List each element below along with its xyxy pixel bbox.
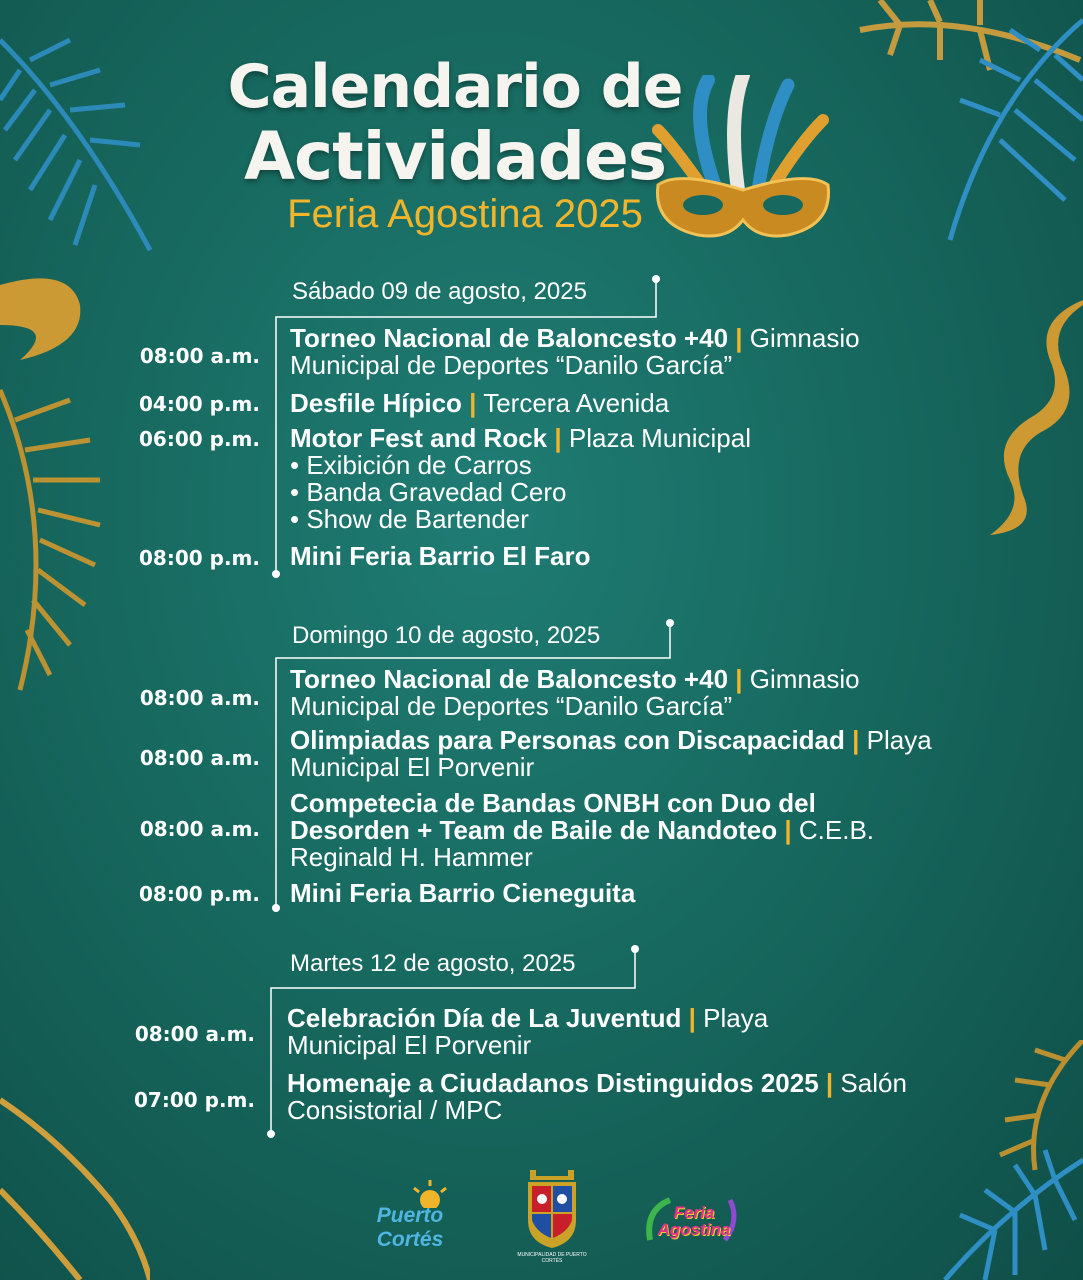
day-header-domingo: Domingo 10 de agosto, 2025 (292, 622, 601, 649)
event-time: 08:00 a.m. (134, 1022, 255, 1046)
event-separator: | (735, 323, 743, 353)
event-time: 07:00 p.m. (134, 1088, 255, 1112)
event-separator: | (825, 1068, 834, 1098)
event-place: Tercera Avenida (476, 388, 670, 418)
event-place: Salón Consistorial / MPC (287, 1068, 907, 1125)
event-bullet: • Banda Gravedad Cero (290, 477, 567, 507)
event-place: Plaza Municipal (561, 423, 751, 453)
puerto-cortes-logo-text: Puerto Cortés (376, 1204, 444, 1251)
event-item (290, 666, 950, 720)
event-item (287, 1005, 847, 1059)
event-time: 08:00 a.m. (139, 686, 260, 710)
event-place: Playa Municipal El Porvenir (287, 1003, 769, 1060)
event-item (290, 790, 930, 871)
palm-leaf-bottom-right-icon (925, 1040, 1083, 1280)
event-separator: | (469, 388, 477, 418)
event-place: Gimnasio Municipal de Deportes “Danilo García” (290, 664, 860, 721)
event-separator: | (735, 664, 743, 694)
event-time: 08:00 a.m. (139, 746, 260, 770)
event-item (287, 1070, 907, 1124)
page-title-line1: Calendario de (227, 52, 683, 122)
event-place: Playa Municipal El Porvenir (290, 725, 932, 782)
event-title: Torneo Nacional de Baloncesto +40 (290, 664, 729, 694)
event-title: Mini Feria Barrio Cieneguita (290, 878, 636, 908)
event-separator: | (688, 1003, 696, 1033)
page-subtitle: Feria Agostina 2025 (287, 192, 643, 236)
event-title: Celebración Día de La Juventud (287, 1003, 682, 1033)
ribbon-right-icon (985, 300, 1083, 540)
municipalidad-label: MUNICIPALIDAD DE PUERTO CORTÉS (517, 1252, 587, 1264)
event-item (290, 727, 950, 781)
event-title: Mini Feria Barrio El Faro (290, 541, 591, 571)
page-title-line2: Actividades (243, 118, 667, 195)
event-separator: | (554, 423, 562, 453)
event-time: 08:00 p.m. (139, 546, 260, 570)
event-place: Gimnasio Municipal de Deportes “Danilo García” (290, 323, 860, 380)
event-time: 04:00 p.m. (139, 392, 260, 416)
event-separator: | (784, 815, 792, 845)
municipalidad-crest (517, 1168, 587, 1268)
event-time: 06:00 p.m. (139, 427, 260, 451)
event-time: 08:00 a.m. (139, 817, 260, 841)
event-item (290, 425, 950, 533)
event-item (290, 325, 950, 379)
day-header-martes: Martes 12 de agosto, 2025 (290, 950, 576, 977)
event-place: C.E.B. Reginald H. Hammer (290, 815, 875, 872)
day-header-sabado: Sábado 09 de agosto, 2025 (292, 278, 587, 305)
puerto-cortes-logo (345, 1178, 475, 1250)
event-bullet: • Show de Bartender (290, 504, 529, 534)
event-item (290, 880, 950, 907)
event-title: Torneo Nacional de Baloncesto +40 (290, 323, 729, 353)
event-title: Olimpiadas para Personas con Discapacidad (290, 725, 845, 755)
feria-agostina-logo-text: Feria Agostina (657, 1203, 731, 1239)
feria-agostina-logo (640, 1190, 745, 1248)
event-title: Desfile Hípico (290, 388, 462, 418)
ribbon-left-icon (0, 265, 90, 375)
event-item (290, 543, 950, 570)
event-title: Homenaje a Ciudadanos Distinguidos 2025 (287, 1068, 819, 1098)
event-item (290, 390, 950, 417)
event-title: Competecia de Bandas ONBH con Duo del Desorden + Team de Baile de Nandoteo (290, 788, 816, 845)
event-time: 08:00 p.m. (139, 882, 260, 906)
event-separator: | (852, 725, 860, 755)
event-time: 08:00 a.m. (139, 344, 260, 368)
event-title: Motor Fest and Rock (290, 423, 548, 453)
palm-leaf-left-icon (0, 380, 110, 700)
crest-shield-icon (522, 1168, 582, 1250)
event-bullet: • Exibición de Carros (290, 450, 532, 480)
